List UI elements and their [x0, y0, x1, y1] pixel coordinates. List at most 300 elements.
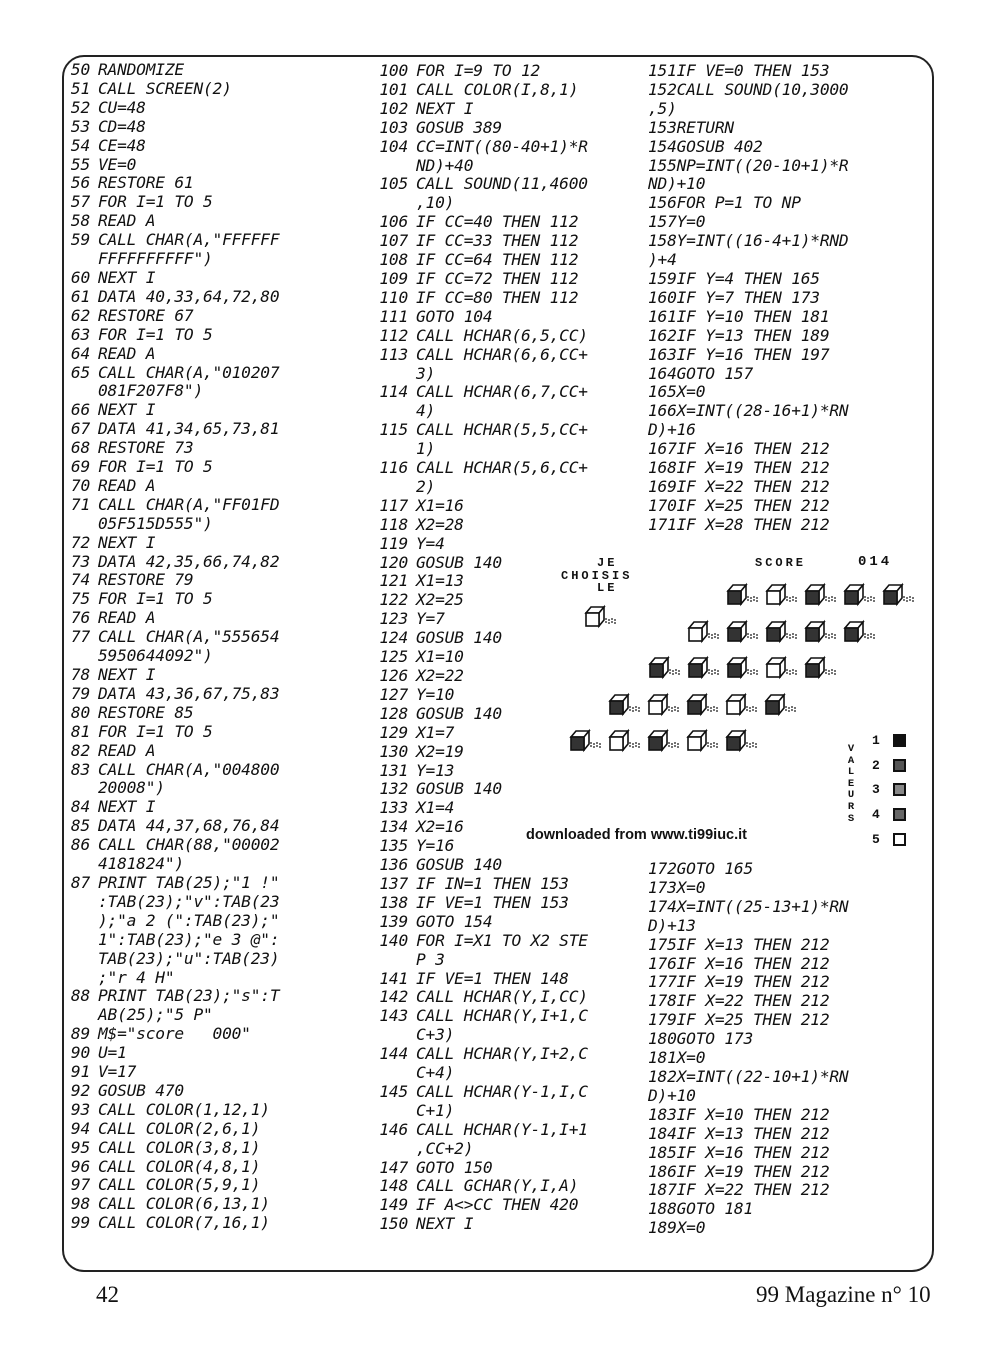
line-code: CALL COLOR(3,8,1)	[98, 1137, 261, 1157]
code-line	[55, 874, 279, 893]
score-value: 014	[858, 554, 893, 570]
line-code: 20008")	[98, 778, 165, 798]
line-code: CALL COLOR(I,8,1)	[416, 79, 579, 99]
code-line	[648, 879, 848, 898]
checker-square-icon	[893, 759, 906, 772]
line-number: 125	[379, 647, 408, 667]
code-line	[648, 1200, 848, 1219]
code-line	[362, 232, 588, 251]
cube-block-icon	[728, 622, 758, 641]
code-line	[362, 610, 588, 629]
line-number: 120	[379, 552, 408, 572]
code-line	[55, 439, 279, 458]
line-number	[55, 950, 90, 969]
code-line	[362, 1215, 588, 1234]
code-line	[648, 346, 848, 365]
code-line	[362, 932, 588, 951]
line-number: 166	[648, 401, 677, 421]
cube-block-icon	[727, 695, 757, 714]
line-code: RESTORE 73	[98, 438, 194, 458]
line-code: IF VE=1 THEN 148	[416, 968, 569, 988]
line-number: 70	[70, 475, 90, 495]
line-code: X1=4	[416, 798, 455, 818]
line-number: 161	[648, 306, 677, 326]
line-code: NP=INT((20-10+1)*R	[676, 155, 849, 175]
line-number: 95	[70, 1137, 90, 1157]
line-code: IF X=13 THEN 212	[676, 1123, 830, 1143]
code-line	[55, 345, 279, 364]
line-code: IF Y=7 THEN 173	[676, 287, 820, 307]
line-number: 51	[70, 78, 90, 98]
line-code: CALL CHAR(A,"FFFFFF	[98, 230, 280, 250]
line-code: NEXT I	[98, 400, 156, 420]
legend-row	[872, 758, 906, 773]
line-number: 179	[648, 1010, 677, 1030]
code-line	[648, 138, 848, 157]
line-number: 66	[70, 400, 90, 420]
code-line	[55, 1025, 279, 1044]
line-number: 186	[648, 1161, 677, 1181]
line-number: 63	[70, 324, 90, 344]
line-code: IF CC=64 THEN 112	[416, 250, 579, 270]
line-code: CALL HCHAR(6,6,CC+	[416, 344, 588, 364]
line-number: 189	[648, 1218, 677, 1238]
line-code: CALL HCHAR(Y,I,CC)	[416, 987, 588, 1007]
code-line	[362, 270, 588, 289]
line-code: RESTORE 85	[98, 702, 194, 722]
code-line	[362, 1140, 588, 1159]
code-line	[648, 157, 848, 176]
line-number: 92	[70, 1080, 90, 1100]
code-line	[648, 402, 848, 421]
line-number: 147	[379, 1157, 408, 1177]
line-number: 129	[379, 722, 408, 742]
code-line	[55, 704, 279, 723]
code-line	[55, 269, 279, 288]
line-code: X2=16	[416, 817, 464, 837]
cube-block-icon	[689, 622, 719, 641]
line-number	[362, 402, 408, 421]
line-code: X1=10	[416, 647, 464, 667]
code-line	[55, 893, 279, 912]
code-line	[362, 1159, 588, 1178]
line-code: Y=4	[416, 533, 445, 553]
code-line	[362, 346, 588, 365]
line-code: CALL COLOR(7,16,1)	[98, 1213, 270, 1233]
line-code: NEXT I	[416, 1214, 474, 1234]
line-code: PRINT TAB(25);"1 !"	[98, 872, 280, 892]
line-number: 180	[648, 1029, 677, 1049]
line-code: X2=22	[416, 666, 464, 685]
code-line	[648, 497, 848, 516]
line-code: FOR I=9 TO 12	[416, 61, 541, 80]
code-line	[55, 647, 279, 666]
line-number: 115	[379, 420, 408, 440]
line-code: IF X=10 THEN 212	[676, 1104, 830, 1124]
line-code: GOSUB 402	[676, 136, 763, 156]
line-code: NEXT I	[416, 98, 474, 118]
line-number: 111	[379, 306, 408, 326]
line-number: 101	[379, 79, 408, 99]
line-number: 54	[70, 135, 90, 155]
code-line	[55, 382, 279, 401]
code-line	[55, 534, 279, 553]
line-code: );"a 2 (":TAB(23);"	[98, 910, 280, 930]
line-code: Y=10	[416, 684, 455, 704]
cube-block-icon	[884, 585, 914, 604]
line-number: 81	[70, 721, 90, 741]
code-line	[648, 1049, 848, 1068]
code-line	[648, 270, 848, 289]
line-number	[362, 951, 408, 970]
cube-block-icon	[766, 695, 796, 714]
code-line	[648, 898, 848, 917]
line-code: GOSUB 470	[98, 1080, 184, 1100]
line-code: C+1)	[416, 1100, 455, 1120]
line-code: CALL SOUND(10,3000	[676, 79, 849, 99]
line-number: 109	[379, 268, 408, 288]
game-screenshot	[556, 552, 926, 852]
code-line	[362, 913, 588, 932]
code-line	[55, 1120, 279, 1139]
code-line	[362, 327, 588, 346]
line-code: READ A	[98, 608, 156, 628]
line-number: 133	[379, 798, 408, 818]
code-line	[648, 440, 848, 459]
line-code: RESTORE 79	[98, 570, 194, 590]
code-line	[55, 855, 279, 874]
line-number: 62	[70, 305, 90, 325]
code-line	[55, 515, 279, 534]
line-number: 175	[648, 934, 677, 954]
dot-square-icon	[893, 783, 906, 796]
legend-row	[872, 832, 906, 847]
code-line	[362, 157, 588, 176]
line-number	[362, 365, 408, 384]
code-line	[362, 629, 588, 648]
valeurs-letter: R	[847, 800, 855, 813]
line-number: 178	[648, 991, 677, 1011]
code-line	[362, 951, 588, 970]
code-line	[362, 648, 588, 667]
line-code: ,5)	[648, 98, 677, 118]
line-number: 75	[70, 589, 90, 609]
line-number: 127	[379, 684, 408, 704]
line-number: 121	[379, 571, 408, 591]
line-code: ,CC+2)	[416, 1138, 474, 1158]
code-line	[55, 250, 279, 269]
line-number: 60	[70, 267, 90, 287]
code-line	[362, 497, 588, 516]
line-code: DATA 40,33,64,72,80	[98, 286, 280, 306]
line-code: ;"r 4 H"	[98, 967, 175, 987]
line-number: 139	[379, 911, 408, 931]
cube-block-icon	[650, 658, 680, 677]
line-number: 156	[648, 193, 677, 213]
cube-block-icon	[688, 731, 718, 750]
code-line	[362, 194, 588, 213]
line-number: 137	[379, 873, 408, 893]
line-code: Y=13	[416, 760, 455, 780]
line-number: 174	[648, 896, 677, 916]
code-line	[55, 212, 279, 231]
code-line	[55, 401, 279, 420]
listing-column-2	[362, 62, 588, 1234]
code-line	[362, 1064, 588, 1083]
code-line	[55, 420, 279, 439]
code-line	[648, 955, 848, 974]
line-number: 176	[648, 953, 677, 973]
code-line	[648, 1011, 848, 1030]
valeurs-letter: S	[847, 812, 855, 825]
code-line	[55, 496, 279, 515]
code-line	[55, 1176, 279, 1195]
code-line	[648, 213, 848, 232]
line-code: GOSUB 140	[416, 703, 502, 723]
code-line	[362, 667, 588, 686]
line-code: IF X=25 THEN 212	[676, 1010, 830, 1030]
line-code: CALL CHAR(A,"FF01FD	[98, 494, 280, 514]
line-code: NEXT I	[98, 532, 156, 552]
legend-row	[872, 807, 906, 822]
line-number: 74	[70, 570, 90, 590]
valeurs-letter: A	[847, 754, 855, 767]
line-code: 1)	[416, 439, 436, 459]
cube-block-icon	[571, 731, 601, 750]
line-number: 151	[648, 61, 677, 80]
line-number	[55, 250, 90, 269]
code-line	[648, 936, 848, 955]
line-number: 171	[648, 514, 677, 534]
line-number	[55, 1006, 90, 1025]
line-number: 67	[70, 419, 90, 439]
code-line	[55, 193, 279, 212]
line-number	[55, 779, 90, 798]
line-code: PRINT TAB(23);"s":T	[98, 986, 280, 1006]
line-code: FOR I=1 TO 5	[98, 324, 213, 344]
line-code: Y=INT((16-4+1)*RND	[676, 231, 849, 251]
line-number: 83	[70, 759, 90, 779]
code-line	[55, 931, 279, 950]
line-code: X=0	[676, 1218, 706, 1238]
line-number: 105	[379, 174, 408, 194]
line-code: DATA 41,34,65,73,81	[98, 419, 280, 439]
line-code: Y=7	[416, 609, 445, 629]
code-line	[55, 1158, 279, 1177]
line-code: X2=28	[416, 514, 464, 534]
line-number: 94	[70, 1118, 90, 1138]
line-code: RESTORE 61	[98, 173, 194, 193]
line-number	[362, 1102, 408, 1121]
code-line	[55, 912, 279, 931]
line-code: X=INT((28-16+1)*RN	[676, 401, 849, 421]
code-line	[362, 478, 588, 497]
line-code: CALL HCHAR(6,7,CC+	[416, 382, 588, 402]
code-line	[55, 174, 279, 193]
code-line	[362, 402, 588, 421]
code-line	[55, 458, 279, 477]
code-line	[648, 1030, 848, 1049]
cube-block-icon	[845, 622, 875, 641]
magazine-title: 99 Magazine n° 10	[756, 1282, 931, 1307]
line-code: Y=16	[416, 836, 455, 856]
line-number	[55, 515, 90, 534]
line-code: GOSUB 140	[416, 855, 502, 875]
cube-block-icon	[649, 695, 679, 714]
line-number	[55, 969, 90, 988]
code-line	[362, 591, 588, 610]
code-line	[648, 365, 848, 384]
line-code: IF Y=16 THEN 197	[676, 344, 830, 364]
legend-value: 5	[872, 832, 880, 847]
line-number: 88	[70, 986, 90, 1006]
line-number: 89	[70, 1024, 90, 1044]
line-code: IF VE=1 THEN 153	[416, 892, 569, 912]
line-number	[362, 1140, 408, 1159]
code-line	[55, 609, 279, 628]
empty-square-icon	[893, 833, 906, 846]
line-code: RESTORE 67	[98, 305, 194, 325]
line-code: IF X=19 THEN 212	[676, 458, 830, 478]
cube-block-icon	[767, 585, 797, 604]
line-code: CALL SOUND(11,4600	[416, 174, 588, 194]
line-number: 130	[379, 741, 408, 761]
line-code: IF CC=40 THEN 112	[416, 212, 579, 232]
code-line	[648, 1125, 848, 1144]
line-code: IF X=16 THEN 212	[676, 953, 830, 973]
line-code: 3)	[416, 363, 436, 383]
code-line	[55, 779, 279, 798]
line-number: 65	[70, 362, 90, 382]
code-line	[648, 175, 848, 194]
line-number: 64	[70, 343, 90, 363]
line-code: ,10)	[416, 193, 455, 213]
code-line	[362, 875, 588, 894]
line-code: CALL COLOR(1,12,1)	[98, 1099, 270, 1119]
line-code: AB(25);"5 P"	[98, 1005, 213, 1025]
line-number: 78	[70, 665, 90, 684]
line-number	[55, 912, 90, 931]
code-line	[55, 950, 279, 969]
line-number: 106	[379, 212, 408, 232]
line-number: 136	[379, 855, 408, 875]
line-code: IF X=16 THEN 212	[676, 439, 830, 459]
line-code: FOR I=1 TO 5	[98, 721, 213, 741]
code-line	[362, 799, 588, 818]
code-line	[55, 723, 279, 742]
line-code: NEXT I	[98, 665, 156, 684]
code-line	[362, 1102, 588, 1121]
line-number: 104	[379, 136, 408, 156]
legend-row	[872, 733, 906, 748]
line-code: RETURN	[676, 117, 734, 137]
line-code: DATA 44,37,68,76,84	[98, 816, 280, 836]
line-number: 97	[70, 1175, 90, 1195]
line-number: 144	[379, 1044, 408, 1064]
code-line	[362, 780, 588, 799]
line-number	[362, 1026, 408, 1045]
line-number: 93	[70, 1099, 90, 1119]
line-code: )+4	[648, 250, 677, 270]
line-code: VE=0	[98, 154, 137, 174]
code-line	[362, 856, 588, 875]
line-number: 52	[70, 97, 90, 117]
page-number: 42	[96, 1282, 119, 1307]
listing-column-3-top	[648, 62, 848, 535]
line-code: IF X=13 THEN 212	[676, 934, 830, 954]
line-code: IF X=22 THEN 212	[676, 476, 830, 496]
line-number: 170	[648, 495, 677, 515]
code-line	[362, 62, 588, 81]
code-line	[362, 743, 588, 762]
line-number: 69	[70, 457, 90, 477]
code-line	[362, 1121, 588, 1140]
line-code: GOTO 157	[676, 363, 754, 383]
code-line	[55, 231, 279, 250]
code-line	[648, 1068, 848, 1087]
valeurs-label	[846, 744, 856, 825]
line-number: 164	[648, 363, 677, 383]
line-number: 145	[379, 1081, 408, 1101]
code-line	[55, 571, 279, 590]
line-code: IF Y=4 THEN 165	[676, 268, 820, 288]
code-line	[55, 1101, 279, 1120]
line-code: X2=25	[416, 590, 464, 610]
code-line	[362, 81, 588, 100]
line-number: 134	[379, 817, 408, 837]
line-code: IF A<>CC THEN 420	[416, 1195, 579, 1215]
cube-block-icon	[610, 695, 640, 714]
line-number: 128	[379, 703, 408, 723]
line-code: IF CC=33 THEN 112	[416, 231, 579, 251]
cube-block-icon	[806, 658, 836, 677]
line-code: 2)	[416, 476, 436, 496]
line-code: IF Y=10 THEN 181	[676, 306, 830, 326]
code-line	[362, 988, 588, 1007]
code-line	[362, 1196, 588, 1215]
code-line	[55, 628, 279, 647]
line-code: IF X=19 THEN 212	[676, 972, 830, 992]
line-number: 184	[648, 1123, 677, 1143]
line-code: CALL HCHAR(5,6,CC+	[416, 458, 588, 478]
code-line	[362, 1007, 588, 1026]
line-code: C+4)	[416, 1063, 455, 1083]
cube-block-icon	[806, 622, 836, 641]
valeurs-letter: V	[847, 743, 855, 755]
line-code: IF VE=0 THEN 153	[676, 61, 830, 80]
prompt-line-2: CHOISIS	[561, 569, 633, 583]
line-number: 116	[379, 458, 408, 478]
code-line	[648, 973, 848, 992]
line-code: ND)+40	[416, 155, 474, 175]
code-line	[362, 365, 588, 384]
code-line	[648, 232, 848, 251]
legend-value: 4	[872, 807, 880, 822]
code-line	[648, 308, 848, 327]
code-line	[362, 308, 588, 327]
line-code: V=17	[98, 1062, 137, 1082]
code-line	[362, 175, 588, 194]
line-code: CALL HCHAR(6,5,CC)	[416, 325, 588, 345]
line-number: 57	[70, 192, 90, 212]
line-code: FOR P=1 TO NP	[676, 193, 801, 213]
line-code: GOTO 150	[416, 1157, 493, 1177]
legend-row	[872, 782, 906, 797]
line-number: 165	[648, 382, 677, 402]
line-number: 143	[379, 1006, 408, 1026]
code-line	[55, 553, 279, 572]
line-number: 138	[379, 892, 408, 912]
